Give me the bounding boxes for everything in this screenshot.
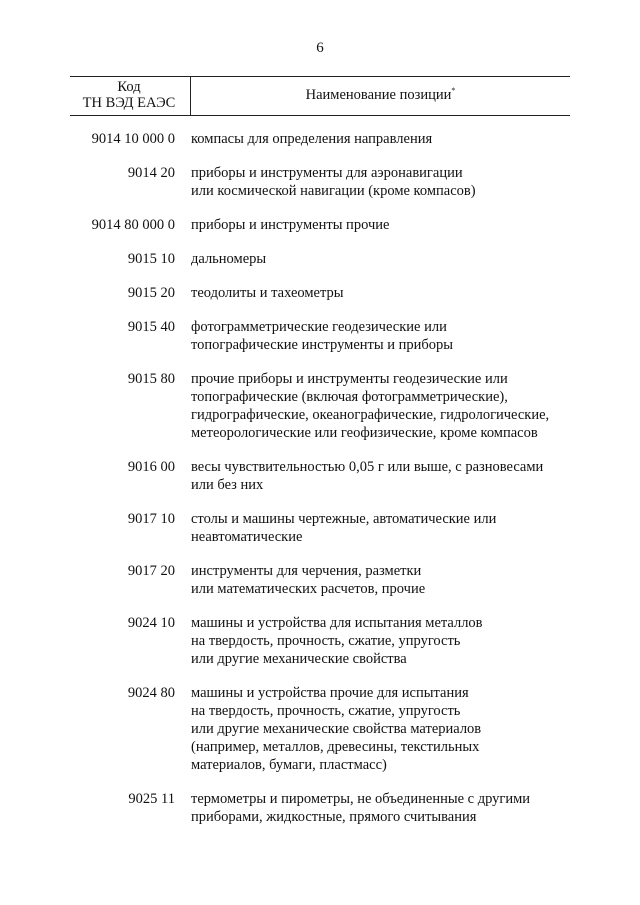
row-code: 9014 80 000 0 xyxy=(91,217,175,233)
table-row xyxy=(70,370,570,442)
row-description xyxy=(191,510,570,546)
header-name-text: Наименование позиции xyxy=(305,87,452,103)
row-description-line: на твердость, прочность, сжатие, упругость xyxy=(191,633,461,649)
row-description xyxy=(191,318,570,354)
row-description-line: или другие механические свойства xyxy=(191,651,407,667)
row-description-line: на твердость, прочность, сжатие, упругость xyxy=(191,703,461,719)
row-description-line: фотограмметрические геодезические или xyxy=(191,319,447,335)
row-code: 9025 11 xyxy=(128,791,175,807)
row-description xyxy=(191,284,570,302)
header-code-line2: ТН ВЭД ЕАЭС xyxy=(82,95,176,111)
row-code: 9015 20 xyxy=(127,285,175,301)
row-description-line: компасы для определения направления xyxy=(191,131,433,147)
row-description-line: прочие приборы и инструменты геодезические или xyxy=(191,371,508,387)
row-code: 9024 10 xyxy=(127,615,175,631)
row-code: 9014 20 xyxy=(127,165,175,181)
row-description-line: топографические (включая фотограмметрические), xyxy=(191,389,508,405)
table-row xyxy=(70,614,570,668)
table-row xyxy=(70,164,570,200)
row-description-line: весы чувствительностью 0,05 г или выше, с разновесами xyxy=(191,459,544,475)
row-code: 9015 80 xyxy=(127,371,175,387)
table-header xyxy=(70,76,570,116)
row-description-line: или без них xyxy=(191,477,264,493)
row-description-line: материалов, бумаги, пластмасс) xyxy=(191,757,387,773)
row-description-line: дальномеры xyxy=(191,251,267,267)
table-row xyxy=(70,216,570,234)
row-description xyxy=(191,250,570,268)
header-name-footnote-mark: * xyxy=(451,86,456,96)
row-description-line: неавтоматические xyxy=(191,529,303,545)
table-row xyxy=(70,284,570,302)
row-description xyxy=(191,458,570,494)
table-row xyxy=(70,562,570,598)
row-code: 9015 40 xyxy=(127,319,175,335)
row-code: 9016 00 xyxy=(127,459,175,475)
row-description-line: приборы и инструменты прочие xyxy=(191,217,390,233)
row-code: 9017 10 xyxy=(127,511,175,527)
row-description-line: термометры и пирометры, не объединенные с другими xyxy=(191,791,531,807)
header-code-column xyxy=(70,79,188,111)
row-description-line: гидрографические, океанографические, гидрологические, xyxy=(191,407,550,423)
table-row xyxy=(70,684,570,774)
row-description-line: (например, металлов, древесины, текстильных xyxy=(191,739,480,755)
row-description-line: или другие механические свойства материалов xyxy=(191,721,482,737)
row-description-line: машины и устройства прочие для испытания xyxy=(191,685,469,701)
row-description-line: приборы и инструменты для аэронавигации xyxy=(191,165,463,181)
row-description xyxy=(191,164,570,200)
row-description xyxy=(191,684,570,774)
row-description-line: метеорологические или геофизические, кроме компасов xyxy=(191,425,538,441)
header-code-line1: Код xyxy=(117,79,141,95)
row-code: 9014 10 000 0 xyxy=(91,131,175,147)
table-row xyxy=(70,250,570,268)
page-number: 6 xyxy=(316,40,324,56)
row-description xyxy=(191,130,570,148)
row-code: 9017 20 xyxy=(127,563,175,579)
row-description xyxy=(191,562,570,598)
table-row xyxy=(70,458,570,494)
table-row xyxy=(70,130,570,148)
row-description-line: или математических расчетов, прочие xyxy=(191,581,426,597)
row-code: 9015 10 xyxy=(127,251,175,267)
row-code: 9024 80 xyxy=(127,685,175,701)
table-row xyxy=(70,790,570,826)
row-description-line: приборами, жидкостные, прямого считывания xyxy=(191,809,477,825)
row-description xyxy=(191,790,570,826)
row-description-line: инструменты для черчения, разметки xyxy=(191,563,422,579)
row-description-line: столы и машины чертежные, автоматические или xyxy=(191,511,497,527)
table-row xyxy=(70,510,570,546)
table-row xyxy=(70,318,570,354)
row-description-line: машины и устройства для испытания металлов xyxy=(191,615,483,631)
row-description-line: теодолиты и тахеометры xyxy=(191,285,344,301)
row-description xyxy=(191,216,570,234)
row-description-line: или космической навигации (кроме компасов) xyxy=(191,183,476,199)
header-name-column xyxy=(191,87,570,104)
table-body xyxy=(70,130,570,842)
row-description xyxy=(191,614,570,668)
row-description xyxy=(191,370,570,442)
row-description-line: топографические инструменты и приборы xyxy=(191,337,454,353)
